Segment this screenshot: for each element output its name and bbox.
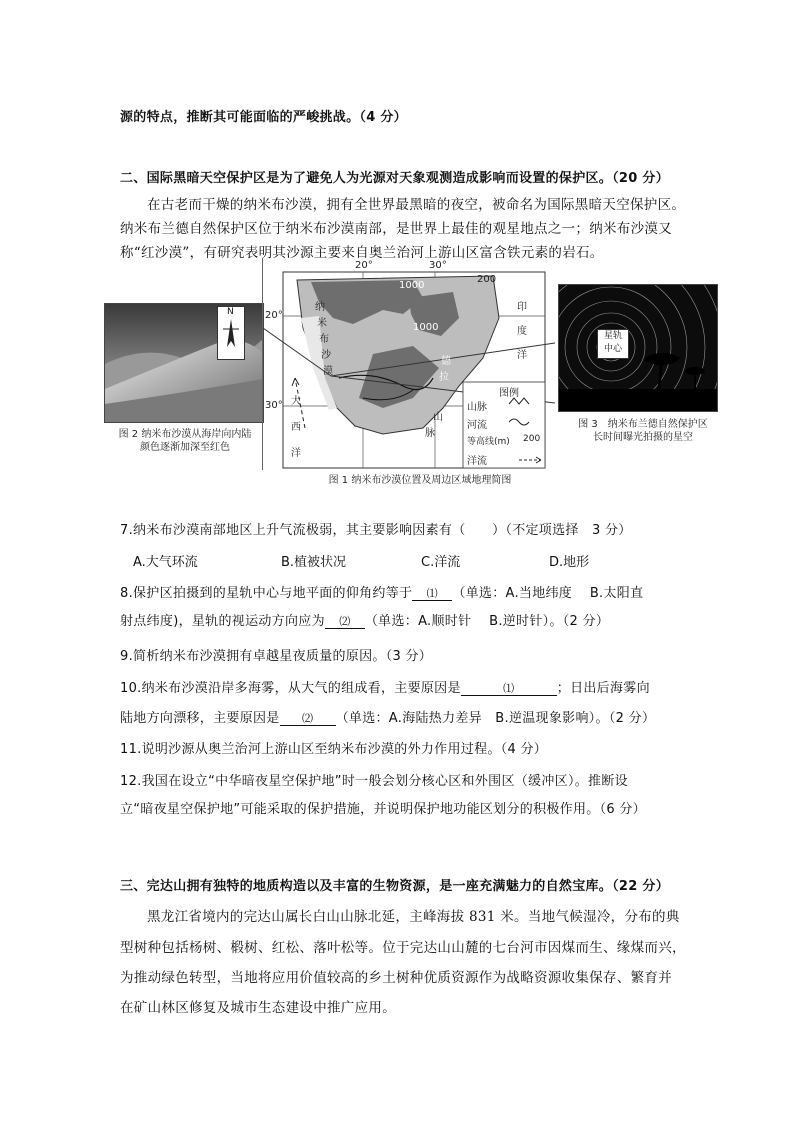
q10-text-a: 10.纳米布沙漠沿岸多海雾，从大气的组成看，主要原因是 [120,681,461,696]
indian-ocean-3: 洋 [517,350,527,361]
q7-option-c: C.洋流 [421,555,461,570]
legend-title: 图例 [499,388,519,399]
compass-icon [218,307,244,359]
q7-option-d: D.地形 [549,555,590,570]
star-trail-center-label: 星轨 中心 [597,329,629,359]
section2-para2: 纳米布兰德自然保护区位于纳米布沙漠南部，是世界上最佳的观星地点之一；纳米布沙漠又 [120,221,672,237]
question-10-line1 [120,677,650,696]
figure3-caption-2: 长时间曝光拍摄的星空 [593,432,693,443]
question-12-line2: 立“暗夜星空保护地”可能采取的保护措施，并说明保护地功能区划分的积极作用。（6 分） [120,802,646,817]
q10-text-c: ；日出后海雾向 [556,681,650,696]
legend-contour-value: 200 [523,434,541,444]
atlantic-2: 西 [291,422,301,433]
top-line: 源的特点，推断其可能面临的严峻挑战。（4 分） [120,110,407,125]
q7-option-b: B.植被状况 [281,555,347,570]
compass-box [217,306,245,360]
lat-20-label: 20° [265,310,283,321]
question-11: 11.说明沙源从奥兰治河上游山区至纳米布沙漠的外力作用过程。（4 分） [120,742,548,757]
figure2-caption-2: 颜色逐渐加深至红色 [140,442,230,453]
figure3-caption-1: 图 3 纳米布兰德自然保护区 [578,419,708,430]
legend-mountain: 山脉 [467,402,487,413]
section3-para1: 黑龙江省境内的完达山属长白山山脉北延，主峰海拔 831 米。当地气候湿冷，分布的典 [147,909,680,925]
label-la: 拉 [439,372,449,383]
star-trail-image [559,285,717,411]
q10-blank-1[interactable]: ⑴ [461,682,557,696]
q8-text-d: 射点纬度)，星轨的视运动方向应为 [120,614,325,629]
legend-current: 洋流 [467,456,487,467]
section2-para1: 在古老而干燥的纳米布沙漠，拥有全世界最黑暗的夜空，被命名为国际黑暗天空保护区。 [147,197,686,213]
question-12-line1: 12.我国在设立“中华暗夜星空保护地”时一般会划分核心区和外围区（缓冲区）。推断设 [120,774,628,789]
atlantic-1: 大 [291,396,301,407]
question-10-line2 [120,707,655,726]
q10-text-e: （单选：A.海陆热力差异 B.逆温现象影响）。（2 分） [335,711,656,726]
section3-para4: 在矿山林区修复及城市生态建设中推广应用。 [120,1000,396,1016]
q7-option-a: A.大气环流 [133,555,198,570]
question-9: 9.简析纳米布沙漠拥有卓越星夜质量的原因。（3 分） [120,649,433,664]
atlantic-3: 洋 [291,448,301,459]
section2-para3: 称“红沙漠”，有研究表明其沙源主要来自奥兰治河上游山区富含铁元素的岩石。 [120,245,604,261]
indian-ocean-2: 度 [517,326,527,337]
q8-text-a: 8.保护区拍摄到的星轨中心与地平面的仰角约等于 [120,586,413,601]
namib-4: 沙 [321,350,331,361]
lon-30-label: 30° [429,260,447,271]
q8-blank-1[interactable]: ⑴ [412,587,452,601]
contour-1000-b: 1000 [413,322,439,333]
legend-river: 河流 [467,420,487,431]
section3-heading: 三、完达山拥有独特的地质构造以及丰富的生物资源，是一座充满魅力的自然宝库。（22 分） [120,879,670,894]
question-7: 7.纳米布沙漠南部地区上升气流极弱，其主要影响因素有（ ）（不定项选择 3 分） [120,523,632,538]
label-shan: 山 [433,412,443,423]
section3-para2: 型树种包括杨树、椴树、红松、落叶松等。位于完达山山麓的七台河市因煤而生、缘煤而兴， [120,940,686,956]
figure2-photo [104,303,264,423]
q10-text-d: 陆地方向漂移，主要原因是 [120,711,280,726]
figure1-caption: 图 1 纳米布沙漠位置及周边区域地理简图 [328,475,512,486]
q8-text-c: （单选：A.当地纬度 B.太阳直 [452,586,644,601]
question-8-line1 [120,582,643,601]
section2-heading: 二、国际黑暗天空保护区是为了避免人为光源对天象观测造成影响而设置的保护区。（20 分） [120,171,670,186]
namib-2: 米 [317,318,327,329]
figure1-map [262,258,555,470]
q8-text-e: （单选：A.顺时针 B.逆时针）。（2 分） [364,614,610,629]
namib-1: 纳 [315,302,325,313]
section3-para3: 为推动绿色转型，当地将应用价值较高的乡土树种优质资源作为战略资源收集保存、繁育并 [120,970,672,986]
legend-contour: 等高线(m) [467,437,510,447]
question-8-line2 [120,610,609,629]
indian-ocean-1: 印 [517,302,527,313]
q8-blank-2[interactable]: ⑵ [325,615,365,629]
lon-20-label: 20° [355,260,373,271]
lat-30-label: 30° [265,400,283,411]
contour-1000-a: 1000 [399,280,425,291]
q10-blank-2[interactable]: ⑵ [280,712,336,726]
namib-3: 布 [319,334,329,345]
contour-200: 200 [477,274,497,285]
compass-n-label: N [227,307,234,317]
figure3-photo [558,284,718,412]
figure2-caption-1: 图 2 纳米布沙漠从海岸向内陆 [118,429,252,440]
label-mai: 脉 [425,428,435,439]
label-de: 德 [441,356,451,367]
namib-5: 漠 [323,366,333,377]
